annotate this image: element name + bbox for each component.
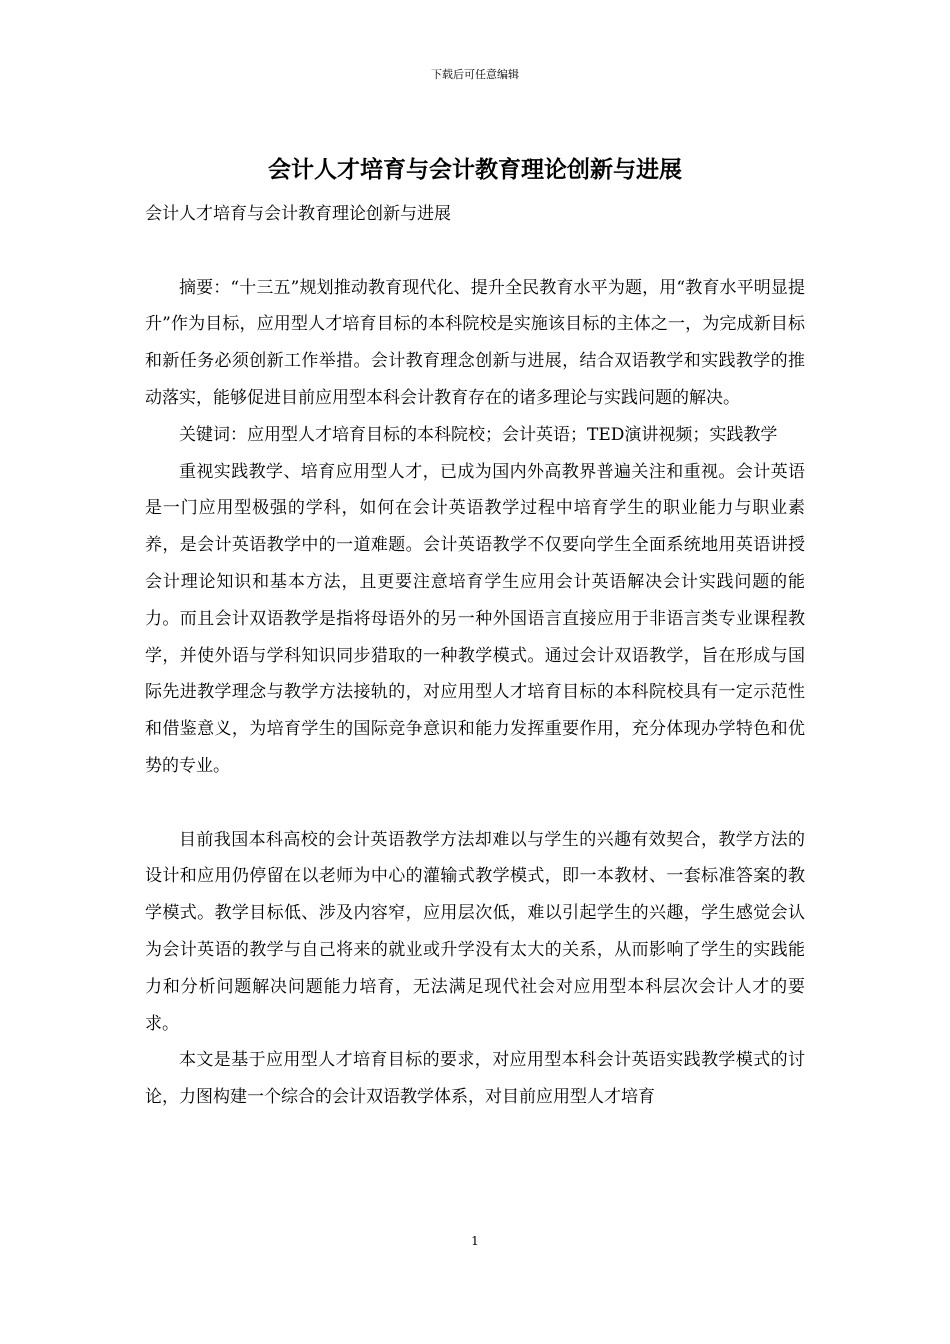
- body-paragraph-1: 重视实践教学、培育应用型人才，已成为国内外高教界普遍关注和重视。会计英语是一门应用型极强的学科，如何在会计英语教学过程中培育学生的职业能力与职业素养，是会计英语教学中的一道难题。会计英语教学不仅要向学生全面系统地用英语讲授会计理论知识和基本方法，且更要注意培育学生应用会计英语解决会计实践问题的能力。而且会计双语教学是指将母语外的另一种外国语言直接应用于非语言类专业课程教学，并使外语与学科知识同步猎取的一种教学模式。通过会计双语教学，旨在形成与国际先进教学理念与教学方法接轨的，对应用型人才培育目标的本科院校具有一定示范性和借鉴意义，为培育学生的国际竞争意识和能力发挥重要作用，充分体现办学特色和优势的专业。: [145, 461, 805, 776]
- page-number: 1: [471, 1234, 479, 1248]
- blank-line: [145, 233, 805, 270]
- page-header-note: 下载后可任意编辑: [431, 68, 519, 81]
- blank-line: [145, 785, 805, 822]
- document-subtitle: 会计人才培育与会计教育理论创新与进展: [145, 204, 451, 224]
- keywords-paragraph: 关键词：应用型人才培育目标的本科院校；会计英语；TED演讲视频；实践教学: [179, 424, 778, 445]
- document-title: 会计人才培育与会计教育理论创新与进展: [268, 156, 682, 183]
- document-body: [145, 196, 805, 1116]
- body-paragraph-2: 目前我国本科高校的会计英语教学方法却难以与学生的兴趣有效契合，教学方法的设计和应用仍停留在以老师为中心的灌输式教学模式，即一本教材、一套标准答案的教学模式。教学目标低、涉及内容窄，应用层次低，难以引起学生的兴趣，学生感觉会认为会计英语的教学与自己将来的就业或升学没有太大的关系，从而影响了学生的实践能力和分析问题解决问题能力培育，无法满足现代社会对应用型本科层次会计人才的要求。: [145, 829, 805, 1034]
- abstract-paragraph: 摘要：“十三五”规划推动教育现代化、提升全民教育水平为题，用“教育水平明显提升”作为目标，应用型人才培育目标的本科院校是实施该目标的主体之一，为完成新目标和新任务必须创新工作举措。会计教育理念创新与进展，结合双语教学和实践教学的推动落实，能够促进目前应用型本科会计教育存在的诸多理论与实践问题的解决。: [145, 277, 805, 408]
- body-paragraph-3: 本文是基于应用型人才培育目标的要求，对应用型本科会计英语实践教学模式的讨论，力图构建一个综合的会计双语教学体系，对目前应用型人才培育: [145, 1050, 805, 1108]
